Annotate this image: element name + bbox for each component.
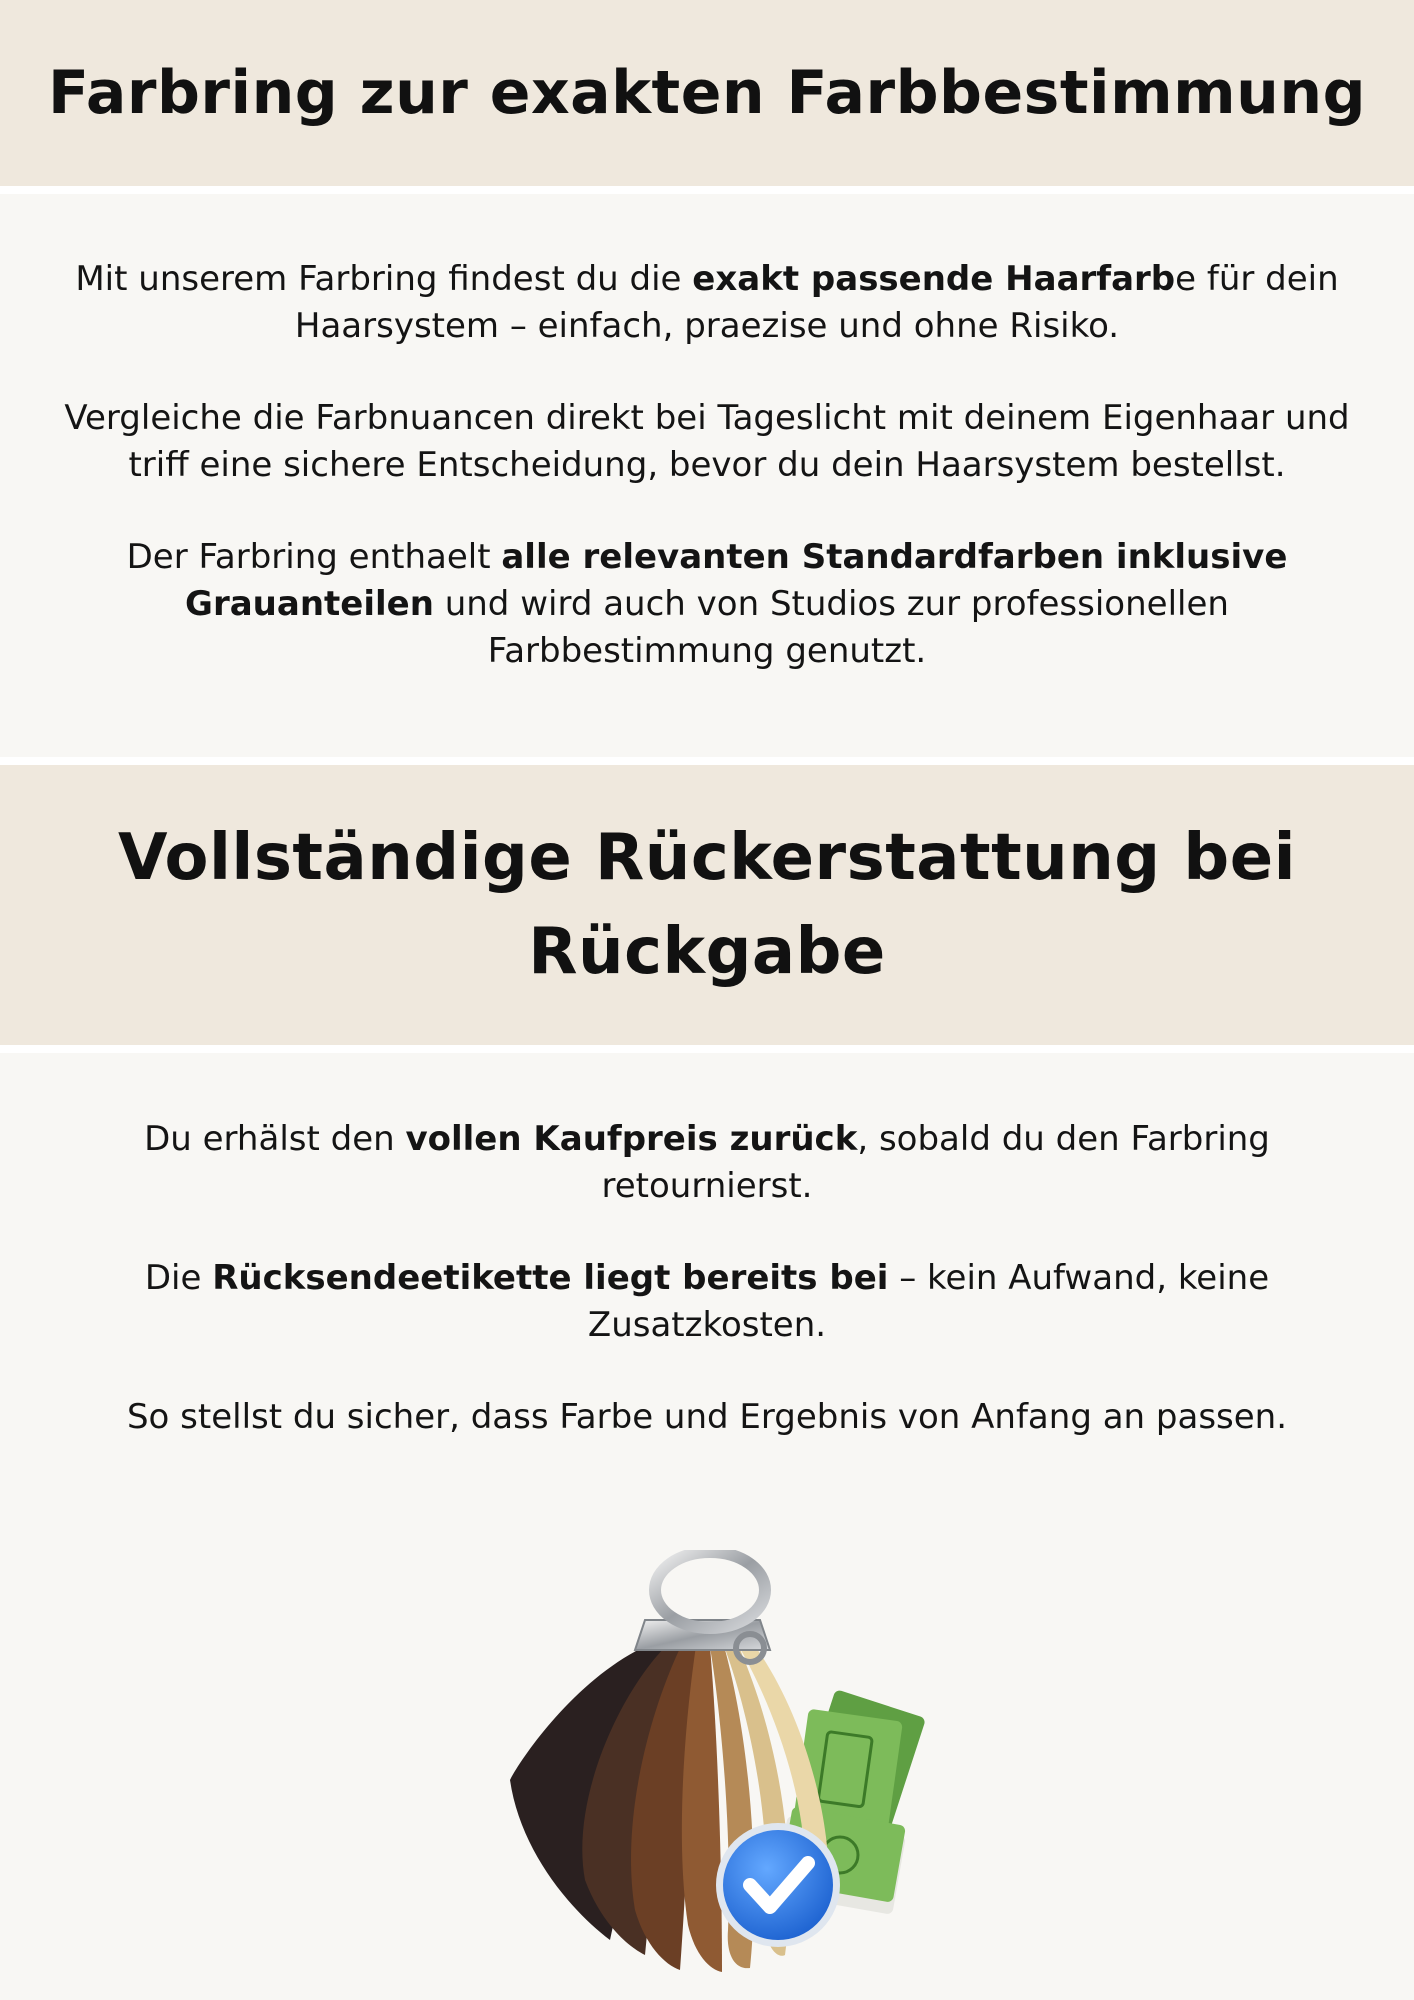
bold-text: Rücksendeetikette liegt bereits bei	[212, 1258, 889, 1298]
metal-ring	[635, 1552, 770, 1662]
paragraph: So stellst du sicher, dass Farbe und Ergebnis von Anfang an passen.	[126, 1397, 1288, 1437]
paragraph	[40, 1116, 1374, 1210]
section-header-refund	[0, 765, 1414, 1045]
paragraph	[40, 256, 1374, 350]
text: und wird auch von Studios zur professionellen Farbbestimmung genutzt.	[433, 584, 1229, 671]
text: Du erhälst den	[144, 1119, 406, 1159]
text: e für dein Haarsystem – einfach, praezise und ohne Risiko.	[294, 259, 1339, 346]
paragraph	[40, 1255, 1374, 1349]
refund-description	[40, 1116, 1374, 1486]
section-header-color-ring	[0, 0, 1414, 186]
text: , sobald du den Farbring retournierst.	[601, 1119, 1270, 1206]
text: Die	[144, 1258, 213, 1298]
paragraph	[40, 534, 1374, 675]
divider	[0, 186, 1414, 194]
divider	[0, 757, 1414, 765]
bold-text: exakt passende Haarfarb	[692, 259, 1176, 299]
checkmark-badge-icon	[716, 1823, 840, 1947]
divider	[0, 1045, 1414, 1053]
paragraph: Vergleiche die Farbnuancen direkt bei Tageslicht mit deinem Eigenhaar und triff eine sichere Entscheidung, bevor du dein Haarsystem bestellst.	[64, 398, 1350, 485]
text: Mit unserem Farbring findest du die	[75, 259, 693, 299]
text: – kein Aufwand, keine Zusatzkosten.	[587, 1258, 1270, 1345]
bold-text: alle relevanten Standardfarben inklusive Grauanteilen	[185, 537, 1288, 624]
bold-text: vollen Kaufpreis zurück	[405, 1119, 858, 1159]
section-title: Farbring zur exakten Farbbestimmung	[47, 58, 1367, 128]
color-ring-description	[40, 256, 1374, 720]
section-title: Vollständige Rückerstattung bei Rückgabe	[117, 821, 1297, 989]
hair-color-ring-icon	[460, 1550, 960, 1990]
text: Der Farbring enthaelt	[126, 537, 502, 577]
